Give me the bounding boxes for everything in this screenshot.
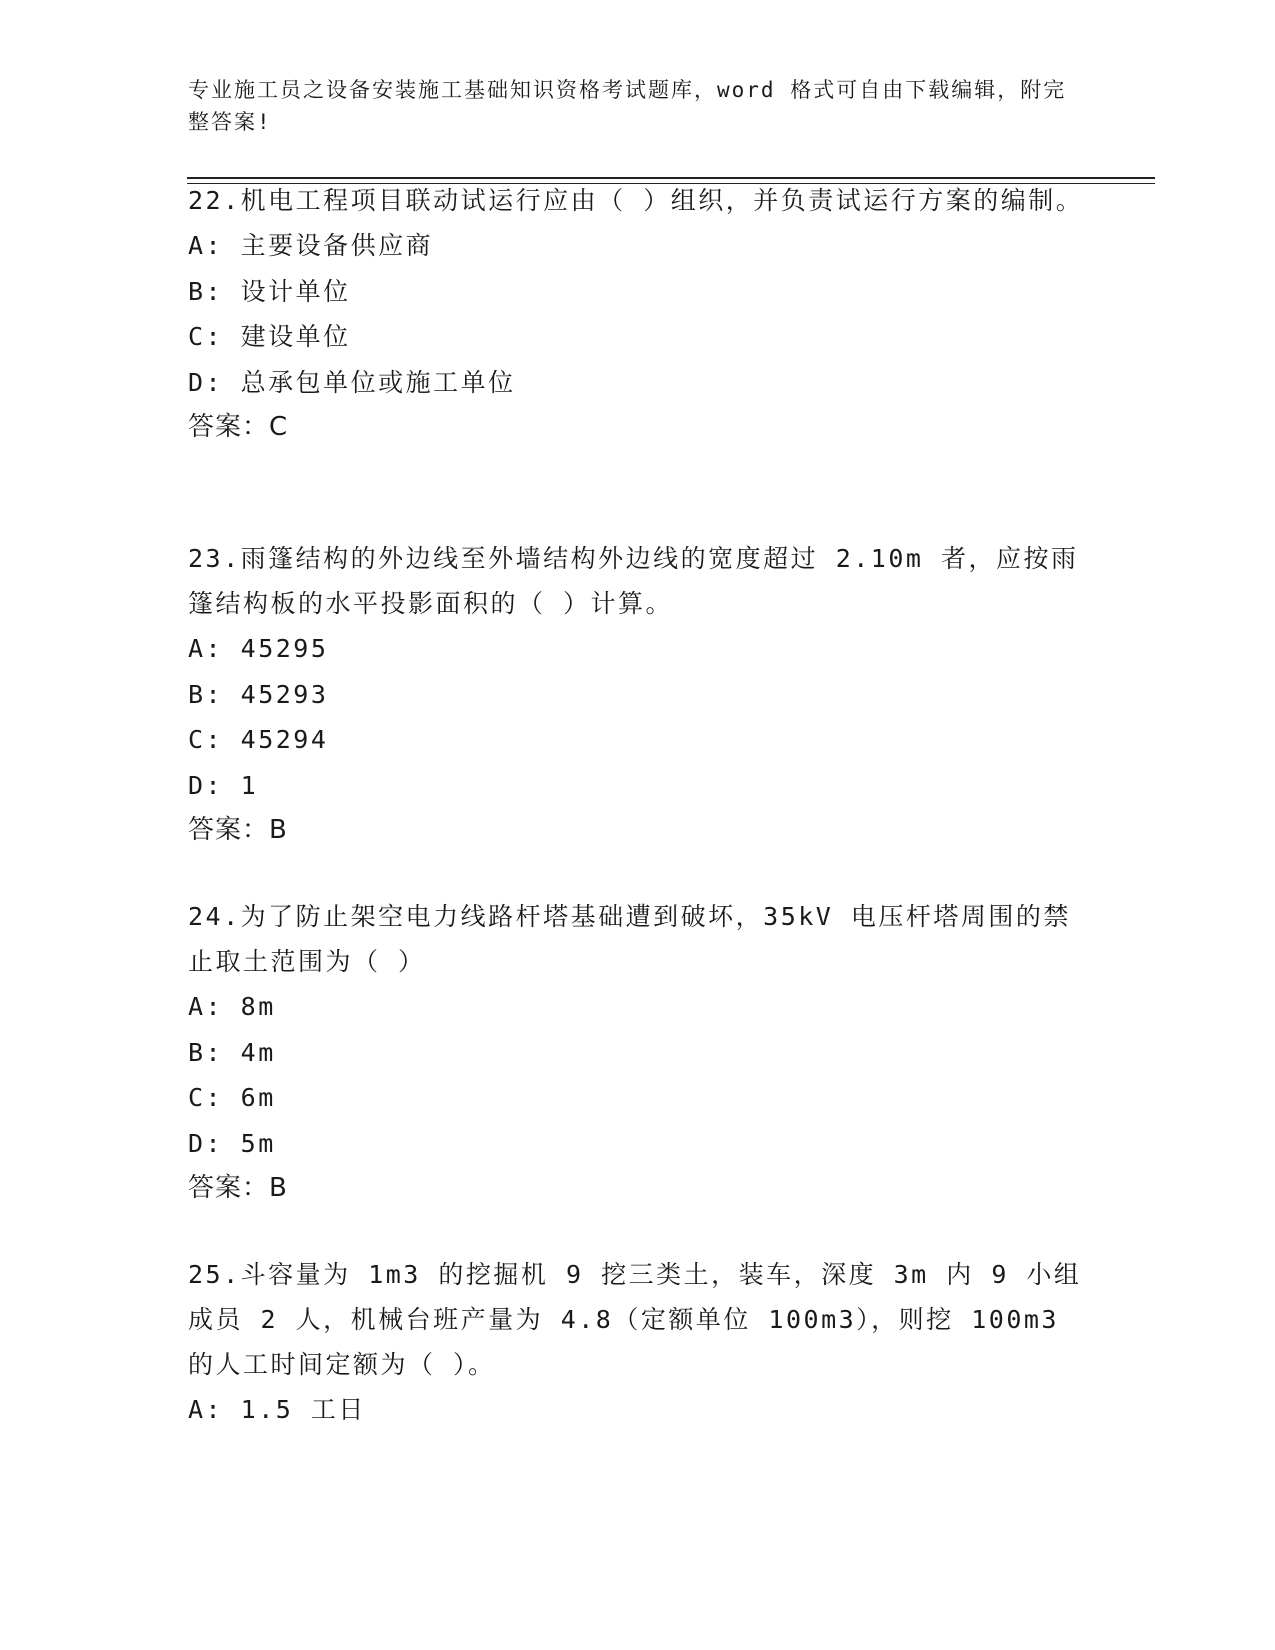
question-stem: 23.雨篷结构的外边线至外墙结构外边线的宽度超过 2.10m 者，应按雨篷结构板的水平投影面积的（ ）计算。 xyxy=(188,544,1079,618)
question-24 xyxy=(188,894,1088,1212)
option-a: A: 8m xyxy=(188,992,276,1021)
option-a: A: 1.5 工日 xyxy=(188,1395,366,1424)
question-25 xyxy=(188,1252,1088,1433)
option-a: A: 45295 xyxy=(188,634,329,663)
answer: 答案：B xyxy=(188,1173,288,1203)
document-header: 专业施工员之设备安装施工基础知识资格考试题库，word 格式可自由下载编辑，附完整答案! xyxy=(188,78,1067,134)
option-b: B: 4m xyxy=(188,1037,276,1067)
option-c: C: 6m xyxy=(188,1083,276,1112)
option-c: C: 建设单位 xyxy=(188,322,351,351)
question-23 xyxy=(188,536,1088,854)
option-b: B: 45293 xyxy=(188,679,329,709)
question-22 xyxy=(188,178,1088,451)
option-c: C: 45294 xyxy=(188,725,329,754)
answer: 答案：C xyxy=(188,412,289,442)
option-d: D: 1 xyxy=(188,770,259,800)
question-stem: 22.机电工程项目联动试运行应由（ ）组织，并负责试运行方案的编制。 xyxy=(188,186,1084,215)
option-d: D: 5m xyxy=(188,1128,276,1158)
question-stem: 25.斗容量为 1m3 的挖掘机 9 挖三类土，装车，深度 3m 内 9 小组成员 2 人，机械台班产量为 4.8（定额单位 100m3），则挖 100m3 的人工时间定额为（ ）。 xyxy=(188,1260,1082,1379)
answer: 答案：B xyxy=(188,815,288,845)
option-b: B: 设计单位 xyxy=(188,276,351,306)
option-d: D: 总承包单位或施工单位 xyxy=(188,367,516,397)
question-stem: 24.为了防止架空电力线路杆塔基础遭到破坏，35kV 电压杆塔周围的禁止取土范围为（ ） xyxy=(188,902,1071,976)
option-a: A: 主要设备供应商 xyxy=(188,231,434,260)
